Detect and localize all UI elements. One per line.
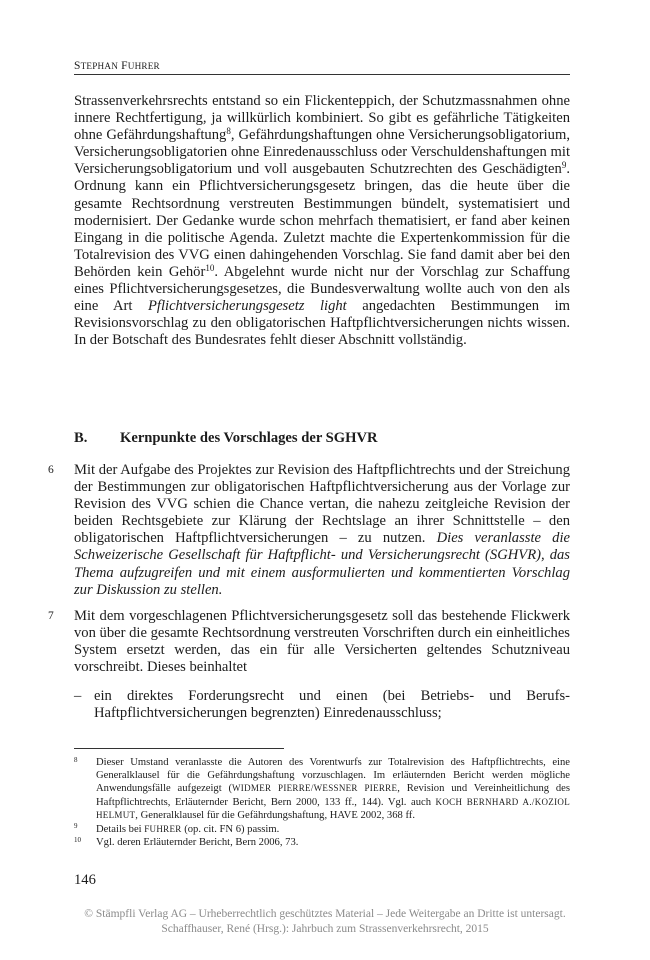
author-last-initial: F	[121, 60, 128, 72]
footnote-8-text-3: , Generalklausel für die Gefährdungshaftung, HAVE 2002, 368 ff.	[135, 810, 415, 822]
bullet-text: ein direktes Forderungsrecht und einen (bei Betriebs- und Berufs-Haftpflichtversicherungen begrenzten) Einredenausschluss;	[94, 688, 570, 722]
footnote-ref-10[interactable]: 10	[205, 262, 215, 273]
footnote-8-text-2: , Revision und Vereinheitlichung des Haftpflichtrechts, Erläuternder Bericht, Bern 2000, 133 ff., 144). Vgl. auch	[96, 783, 570, 808]
footnote-8-authors-1: WIDMER PIERRE/WESSNER PIERRE	[232, 783, 398, 794]
footnote-divider	[74, 748, 284, 749]
paragraph-7-text: Mit dem vorgeschlagenen Pflichtversicherungsgesetz soll das bestehende Flickwerk von über die gesamte Rechtsordnung verstreuten Vorschriften durch ein einheitliches System ersetzt werden, das ein für alle Versicherten geltendes Schutzniveau vorschreibt. Dieses beinhaltet	[74, 608, 570, 676]
footnote-9-author: FUHRER	[144, 823, 182, 834]
margin-number-7: 7	[48, 610, 54, 622]
footnote-10	[74, 837, 570, 850]
copyright-line-2: Schaffhauser, René (Hrsg.): Jahrbuch zum Strassenverkehrsrecht, 2015	[161, 923, 489, 935]
footnote-10-text: Vgl. deren Erläuternder Bericht, Bern 2006, 73.	[96, 836, 299, 848]
intro-paragraph	[74, 93, 570, 349]
bullet-dash: –	[74, 688, 82, 704]
intro-italic: Pflichtversicherungsgesetz light	[148, 298, 347, 315]
footnote-ref-8[interactable]: 8	[226, 126, 231, 137]
paragraph-6	[74, 462, 570, 599]
author-first-initial: S	[74, 60, 81, 72]
author-last-rest: UHRER	[127, 61, 160, 71]
intro-text-5: angedachten Bestimmungen im Revisionsvorschlag zu den obligatorischen Haftpflichtversicherungen nichts wissen. In der Botschaft des Bundesrates fehlt dieser Abschnitt vollständig.	[74, 298, 570, 349]
running-head	[74, 60, 570, 75]
bullet-item	[74, 688, 570, 722]
section-number: B.	[74, 430, 88, 446]
section-title: Kernpunkte des Vorschlages der SGHVR	[120, 430, 378, 446]
intro-text-2: , Gefährdungshaftungen ohne Versicherungsobligatorium, Versicherungsobligatorien ohne Einredenausschluss oder Verschuldenshaftungen mit Versicherungsobligatorium und voll ausgebauten Schutzrechten des Geschädigten	[74, 127, 570, 178]
footnote-ref-9[interactable]: 9	[561, 160, 567, 171]
footnote-9-text-2: (op. cit. FN 6) passim.	[181, 823, 280, 835]
page-number: 146	[74, 872, 96, 888]
footnote-number: 9	[74, 821, 78, 830]
margin-number-6: 6	[48, 464, 54, 476]
author-first-rest: TEPHAN	[80, 61, 119, 71]
footnote-9	[74, 823, 570, 837]
footnote-8	[74, 757, 570, 823]
footnote-8-authors-2: KOCH BERNHARD A./KOZIOL HELMUT	[96, 796, 570, 821]
copyright-notice	[0, 907, 650, 937]
footnote-number: 10	[74, 835, 81, 844]
footnote-8-text-1: Dieser Umstand veranlasste die Autoren des Vorentwurfs zur Totalrevision des Haftpflichtrechts, eine Generalklausel für die Gefährdungshaftung vorzuschlagen. Im erläuternden Bericht werden mögliche Anwendungsfälle aufgezeigt (	[96, 757, 570, 795]
paragraph-6-italic: Dies veranlasste die Schweizerische Gesellschaft für Haftpflicht- und Versicherungsrecht (SGHVR), das Thema aufzugreifen und mit einem ausformulierten und kommentierten Vorschlag zur Diskussion zu stellen.	[74, 530, 570, 598]
section-heading	[74, 430, 570, 447]
footnote-9-text-1: Details bei	[96, 823, 145, 835]
footnote-number: 8	[74, 756, 78, 764]
footnotes	[74, 757, 570, 849]
copyright-line-1: © Stämpfli Verlag AG – Urheberrechtlich geschütztes Material – Jede Weitergabe an Dritte ist untersagt.	[84, 908, 566, 920]
paragraph-6-text: Mit der Aufgabe des Projektes zur Revision des Haftpflichtrechts und der Streichung der Bestimmungen zur obligatorischen Haftpflichtversicherung aus der Vorlage zur Revision des VVG schien die Chance vertan, die nahezu zeitgleiche Revision der beiden Rechtsgebiete zur Klärung der Rechtslage an ihrer Schnittstelle – den obligatorischen Haftpflichtversicherungen – zu nutzen.	[74, 462, 570, 547]
intro-text-4: . Abgelehnt wurde nicht nur der Vorschlag zur Schaffung eines Pflichtversicherungsgesetzes, die Bundesverwaltung wollte auch von den als eine Art	[74, 263, 570, 315]
intro-text-1: Strassenverkehrsrechts entstand so ein Flickenteppich, der Schutzmassnahmen ohne innere Rechtfertigung, ja willkürlich kombiniert. So gibt es gefährliche Tätigkeiten ohne Gefährdungshaftung	[74, 93, 570, 144]
intro-text-3: . Ordnung kann ein Pflichtversicherungsgesetz bringen, das die heute über die gesamte Rechtsordnung verstreuten Bestimmungen bündelt, systematisiert und modernisiert. Der Gedanke wurde schon mehrfach thematisiert, er fand aber keinen Eingang in die politische Agenda. Zuletzt machte die Expertenkommission für die Totalrevision des VVG einen dahingehenden Vorschlag. Sie fand damit aber bei den Behörden kein Gehör	[74, 161, 570, 280]
paragraph-7	[74, 608, 570, 676]
